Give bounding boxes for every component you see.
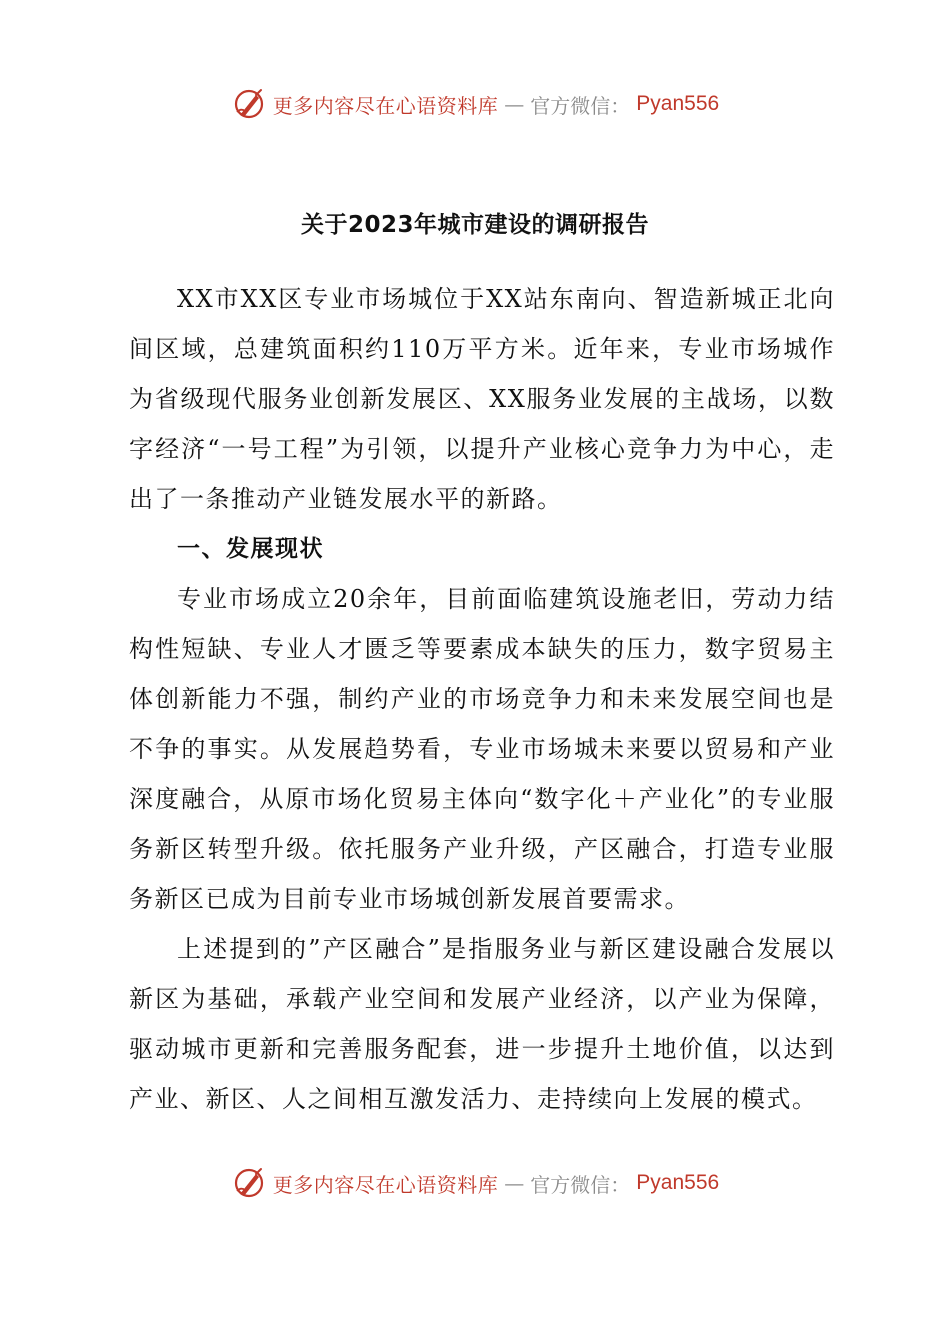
quill-pen-logo-icon: [231, 1165, 267, 1201]
document-body: [129, 274, 835, 1124]
watermark-label: 官方微信：: [530, 93, 631, 118]
watermark-label: 官方微信：: [530, 1172, 631, 1197]
watermark-separator: —: [504, 1171, 525, 1195]
paragraph-integration: 上述提到的”产区融合”是指服务业与新区建设融合发展以新区为基础，承载产业空间和发展产业经济，以产业为保障，驱动城市更新和完善服务配套，进一步提升土地价值，以达到产业、新区、人之间相互激发活力、走持续向上发展的模式。: [129, 935, 835, 1113]
document-title: 关于2023年城市建设的调研报告: [300, 212, 649, 238]
paragraph-intro: XX市XX区专业市场城位于XX站东南向、智造新城正北向间区域，总建筑面积约110万平方米。近年来，专业市场城作为省级现代服务业创新发展区、XX服务业发展的主战场，以数字经济“一号工程”为引领，以提升产业核心竞争力为中心，走出了一条推动产业链发展水平的新路。: [129, 285, 835, 513]
watermark-banner-bottom: [0, 1163, 950, 1203]
watermark-text: 更多内容尽在心语资料库: [272, 93, 499, 118]
section-heading: 一、发展现状: [177, 536, 324, 562]
quill-pen-logo-icon: [231, 86, 267, 122]
watermark-wechat-id: Pyan556: [636, 92, 720, 115]
watermark-banner-top: [0, 84, 950, 124]
watermark-separator: —: [504, 92, 525, 116]
paragraph-status: 专业市场成立20余年，目前面临建筑设施老旧，劳动力结构性短缺、专业人才匮乏等要素成本缺失的压力，数字贸易主体创新能力不强，制约产业的市场竞争力和未来发展空间也是不争的事实。从发展趋势看，专业市场城未来要以贸易和产业深度融合，从原市场化贸易主体向“数字化＋产业化”的专业服务新区转型升级。依托服务产业升级，产区融合，打造专业服务新区已成为目前专业市场城创新发展首要需求。: [129, 585, 835, 913]
watermark-text: 更多内容尽在心语资料库: [272, 1172, 499, 1197]
watermark-wechat-id: Pyan556: [636, 1171, 720, 1194]
